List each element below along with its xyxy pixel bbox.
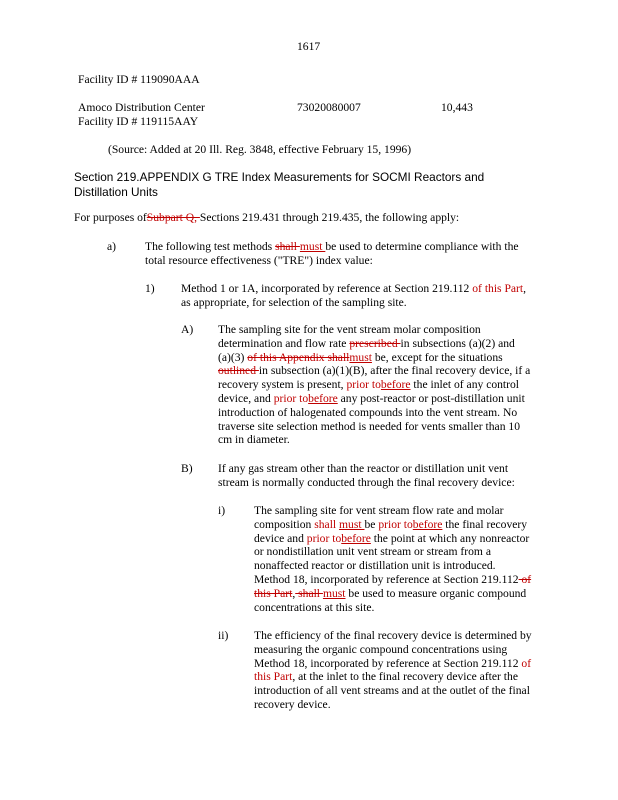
item-Bii-text bbox=[254, 629, 554, 712]
facility-value: 10,443 bbox=[441, 101, 473, 114]
a-text-2: be used to determine compliance with the bbox=[325, 240, 519, 253]
item-B-label: B) bbox=[181, 462, 193, 475]
Bi-line-2-added-2: prior to bbox=[378, 517, 413, 531]
B-line-1: If any gas stream other than the reactor or distillation unit vent bbox=[218, 462, 509, 475]
Bi-line-8: concentrations at this site. bbox=[254, 600, 375, 614]
Bii-line-1: The efficiency of the final recovery device is determined by bbox=[254, 629, 532, 642]
Bi-line-3-added: prior to bbox=[306, 531, 342, 545]
A-line-4b: in subsection (a)(1)(B), after the final recovery device, if a bbox=[258, 364, 531, 378]
item-a-text bbox=[145, 240, 555, 268]
A-line-3b: be, except for the situations bbox=[371, 350, 503, 364]
A-line-5-added: prior to bbox=[343, 378, 381, 392]
a-text-3: total resource effectiveness ("TRE") index value: bbox=[145, 253, 373, 267]
Bi-line-7c: be used to measure organic compound bbox=[345, 586, 527, 600]
Bi-line-7-inserted: must bbox=[322, 586, 346, 600]
intro-text-2: Sections 219.431 through 219.435, the following apply: bbox=[199, 211, 460, 224]
Bi-line-3-inserted: before bbox=[341, 531, 371, 545]
Bi-line-7b: , bbox=[292, 586, 296, 600]
Bi-line-2-added-1: shall bbox=[314, 517, 340, 531]
item-1-text bbox=[181, 282, 561, 310]
intro-deleted: Subpart Q, bbox=[146, 211, 200, 224]
Bi-line-3a: device and bbox=[254, 531, 307, 545]
a-text-1: The following test methods bbox=[145, 240, 276, 253]
facility-number: 73020080007 bbox=[297, 101, 361, 114]
item-Bii-label: ii) bbox=[218, 629, 229, 642]
Bii-line-3-added: of bbox=[518, 656, 532, 670]
item-Bi-label: i) bbox=[218, 504, 226, 517]
Bi-line-2b: be bbox=[364, 517, 379, 531]
Bii-line-3: Method 18, incorporated by reference at Section 219.112 bbox=[254, 656, 519, 670]
item-A-text bbox=[218, 323, 548, 447]
Bi-line-5: nonaffected reactor or distillation unit is introduced. bbox=[254, 559, 496, 573]
a1-text-1: Method 1 or 1A, incorporated by reference at Section 219.112 bbox=[181, 282, 470, 295]
item-1-label: 1) bbox=[145, 282, 155, 295]
A-line-2a: determination and flow rate bbox=[218, 336, 350, 350]
A-line-9: cm in diameter. bbox=[218, 433, 290, 447]
A-line-5a: recovery system is present, bbox=[218, 378, 344, 392]
A-line-5b: the inlet of any control bbox=[410, 378, 520, 392]
item-a-label: a) bbox=[107, 240, 117, 253]
a1-text-2: , bbox=[523, 282, 527, 295]
A-line-3-inserted: must bbox=[349, 350, 372, 364]
Bii-line-4-added: this Part bbox=[254, 670, 293, 684]
section-heading-line2: Distillation Units bbox=[74, 185, 158, 199]
section-heading-line1: Section 219.APPENDIX G TRE Index Measurements for SOCMI Reactors and bbox=[74, 170, 485, 184]
A-line-3-deleted: of this Appendix shall bbox=[247, 350, 350, 364]
page-number: 1617 bbox=[297, 40, 321, 53]
Bi-line-1: The sampling site for vent stream flow rate and molar bbox=[254, 504, 504, 517]
Bi-line-3b: the point at which any nonreactor bbox=[370, 531, 530, 545]
B-line-2: stream is normally conducted through the final recovery device: bbox=[218, 475, 515, 489]
A-line-6-added: prior to bbox=[273, 391, 309, 405]
Bi-line-4: or nondistillation unit vent stream or stream from a bbox=[254, 545, 491, 559]
Bii-line-4b: , at the inlet to the final recovery device after the bbox=[292, 670, 518, 684]
Bii-line-6: recovery device. bbox=[254, 697, 331, 711]
Bi-line-6b: , incorporated by reference at Section 219.112 bbox=[304, 572, 519, 586]
Bi-line-2c: the final recovery bbox=[442, 517, 528, 531]
Bi-line-6a: Method 18 bbox=[254, 572, 305, 586]
A-line-7: introduction of halogenated compounds into the vent stream. No bbox=[218, 405, 518, 419]
A-line-6a: device, and bbox=[218, 391, 274, 405]
A-line-6-inserted: before bbox=[308, 391, 338, 405]
a1-text-3: as appropriate, for selection of the sampling site. bbox=[181, 295, 407, 309]
facility-id-1: Facility ID # 119090AAA bbox=[78, 73, 200, 86]
A-line-8: traverse site selection method is needed for vents smaller than 10 bbox=[218, 419, 520, 433]
A-line-1: The sampling site for the vent stream molar composition bbox=[218, 323, 481, 336]
A-line-2b: in subsections (a)(2) and bbox=[400, 336, 515, 350]
A-line-4-deleted: outlined bbox=[218, 364, 259, 378]
a-inserted: must bbox=[299, 240, 326, 253]
facility-id-2: Facility ID # 119115AAY bbox=[78, 115, 199, 128]
a1-added: of this Part bbox=[469, 282, 524, 295]
item-Bi-text bbox=[254, 504, 554, 614]
A-line-5-inserted: before bbox=[380, 378, 411, 392]
intro-text-1: For purposes of bbox=[74, 211, 147, 224]
A-line-6b: any post-reactor or post-distillation unit bbox=[337, 391, 525, 405]
intro-paragraph bbox=[74, 211, 459, 225]
item-B-text bbox=[218, 462, 548, 490]
facility-name: Amoco Distribution Center bbox=[78, 101, 205, 114]
a-deleted: shall bbox=[275, 240, 300, 253]
source-note: (Source: Added at 20 Ill. Reg. 3848, effective February 15, 1996) bbox=[108, 143, 412, 156]
Bi-line-2a: composition bbox=[254, 517, 315, 531]
A-line-3a: (a)(3) bbox=[218, 350, 248, 364]
Bi-line-7-deleted: this Part bbox=[254, 586, 293, 600]
Bi-line-6-deleted: of bbox=[518, 572, 532, 586]
Bii-line-5: introduction of all vent streams and at the outlet of the final bbox=[254, 684, 530, 698]
section-heading bbox=[74, 170, 544, 200]
Bii-line-2: measuring the organic compound concentrations using bbox=[254, 642, 508, 656]
Bi-line-2-inserted-1: must bbox=[339, 517, 365, 531]
item-A-label: A) bbox=[181, 323, 194, 336]
A-line-2-deleted: prescribed bbox=[349, 336, 401, 350]
Bi-line-2-inserted-2: before bbox=[412, 517, 443, 531]
Bi-line-7-deleted-2: shall bbox=[295, 586, 323, 600]
